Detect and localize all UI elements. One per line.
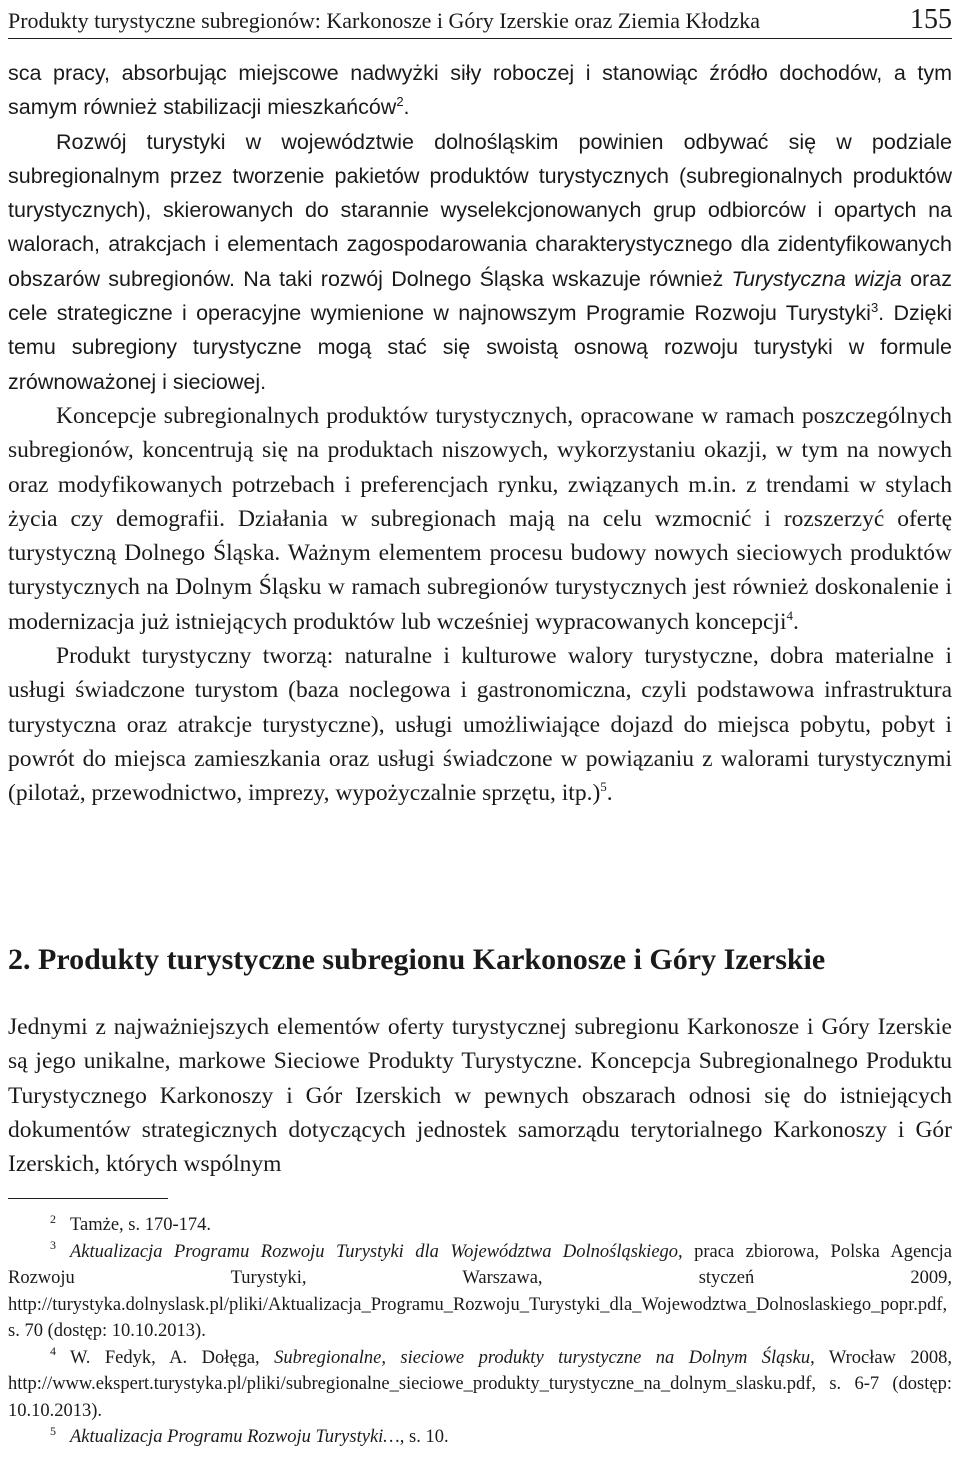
footnote-ref-4[interactable]: 4 bbox=[786, 607, 793, 623]
section-paragraph: Jednymi z najważniejszych elementów oferty turystycznej subregionu Karkonosze i Góry Izerskie są jego unikalne, markowe Sieciowe Produkty Turystyczne. Koncepcja Subregionalnego Produktu Turystycznego Karkonoszy i Gór Izerskich w pewnych obszarach odnosi się do istniejących dokumentów strategicznych dotyczących jednostek samorządu terytorialnego Karkonoszy i Gór Izerskich, których wspólnym bbox=[8, 1014, 952, 1178]
paragraph-tourist-product: Produkt turystyczny tworzą: naturalne i kulturowe walory turystyczne, dobra materialne i usługi świadczone turystom (baza noclegowa i gastronomiczna, czyli podstawowa infrastruktura turystyczna oraz atrakcje turystyczne), usługi umożliwiające dojazd do miejsca pobytu, pobyt i powrót do miejsca zamieszkania oraz usługi świadczone w powiązaniu z walorami turystycznymi (pilotaż, przewodnictwo, imprezy, wypożyczalnie sprzętu, itp.)$^5$. bbox=[8, 643, 952, 807]
footnote-ref-5[interactable]: 5 bbox=[600, 779, 607, 795]
footnote-3: 3 Aktualizacja Programu Rozwoju Turystyki dla Województwa Dolnośląskiego, praca zbiorowa, Polska Agencja Rozwoju Turystyki, Warszawa, styczeń 2009, http://turystyka.dolnyslask.pl/pliki/Aktualizacja_Programu_Rozwoju_Turystyki_dla_Wojewodztwa_Dolnoslaskiego_popr.pdf, s. 70 (dostęp: 10.10.2013). bbox=[8, 1238, 952, 1341]
page-number: 155 bbox=[910, 4, 952, 35]
footnote-5: 5 Aktualizacja Programu Rozwoju Turystyki…, s. 10. bbox=[50, 1423, 449, 1447]
footnote-divider bbox=[8, 1198, 168, 1199]
footnotes bbox=[8, 1212, 952, 1451]
running-header-title: Produkty turystyczne subregionów: Karkonosze i Góry Izerskie oraz Ziemia Kłodzka bbox=[8, 8, 761, 33]
running-header bbox=[8, 0, 952, 39]
footnote-ref-3[interactable]: 3 bbox=[870, 299, 879, 315]
paragraph-concepts: Koncepcje subregionalnych produktów turystycznych, opracowane w ramach poszczególnych subregionów, koncentrują się na produktach niszowych, wykorzystaniu okazji, w tym na nowych oraz modyfikowanych potrzebach i preferencjach rynku, związanych m.in. z trendami w stylach życia czy demografii. Działania w subregionach mają na celu wzmocnić i rozszerzyć ofertę turystyczną Dolnego Śląska. Ważnym elementem procesu budowy nowych sieciowych produktów turystycznych na Dolnym Śląsku w ramach subregionów turystycznych jest również doskonalenie i modernizacja już istniejących produktów lub wcześniej wypracowanych koncepcji$^4$. bbox=[8, 402, 952, 635]
section-heading: 2. Produkty turystyczne subregionu Karkonosze i Góry Izerskie bbox=[8, 943, 826, 976]
footnote-2: 2 Tamże, s. 170-174. bbox=[50, 1211, 212, 1235]
main-text bbox=[8, 56, 952, 811]
footnote-4: 4 W. Fedyk, A. Dołęga, Subregionalne, sieciowe produkty turystyczne na Dolnym Śląsku, Wrocław 2008, http://www.ekspert.turystyka.pl/pliki/subregionalne_sieciowe_produkty_turystyczne_na_dolnym_slasku.pdf, s. 6-7 (dostęp: 10.10.2013). bbox=[8, 1344, 952, 1421]
section-text bbox=[8, 1010, 952, 1181]
paragraph-continued: sca pracy, absorbując miejscowe nadwyżki siły roboczej i stanowiąc źródło dochodów, a tym samym również stabilizacji mieszkańców$^2$. bbox=[8, 61, 952, 120]
paragraph-subregional-development: Rozwój turystyki w województwie dolnośląskim powinien odbywać się w podziale subregionalnym przez tworzenie pakietów produktów turystycznych (subregionalnych produktów turystycznych), skierowanych do starannie wyselekcjonowanych grup odbiorców i opartych na walorach, atrakcjach i elementach zagospodarowania charakterystycznego dla zidentyfikowanych obszarów subregionów. Na taki rozwój Dolnego Śląska wskazuje również Turystyczna wizja oraz cele strategiczne i operacyjne wymienione w najnowszym Programie Rozwoju Turystyki$^3$. Dzięki temu subregiony turystyczne mogą stać się swoistą osnową rozwoju turystyki w formule zrównoważonej i sieciowej. bbox=[8, 129, 952, 394]
footnote-ref-2[interactable]: 2 bbox=[396, 94, 404, 110]
